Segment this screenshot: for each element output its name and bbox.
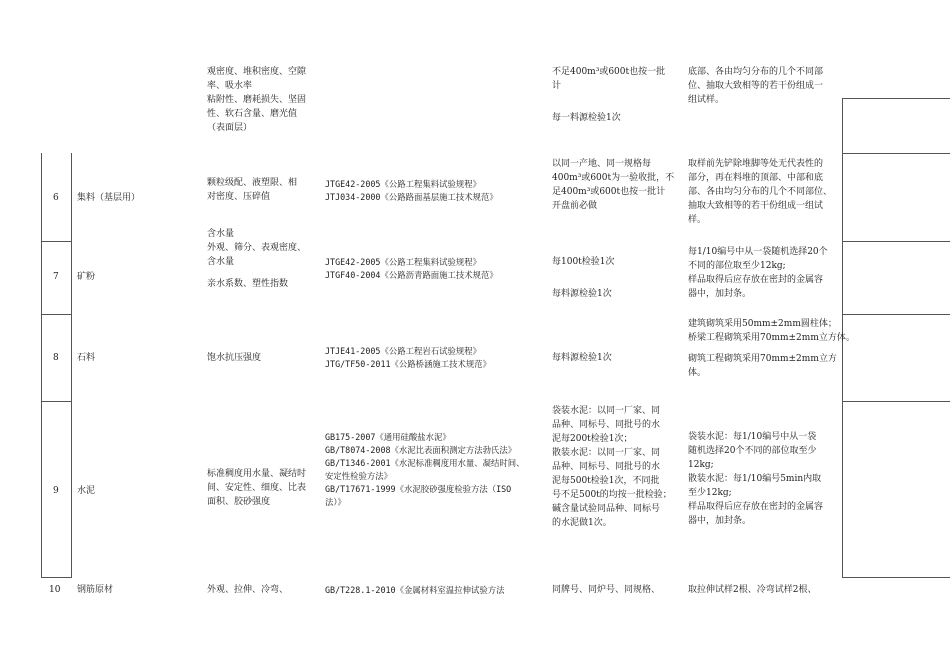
row-divider	[842, 401, 950, 402]
text-line: 不足400m³或600t也按一批	[552, 67, 666, 77]
text-line: 颗粒级配、液塑限、相	[207, 178, 298, 188]
column-divider-no	[71, 153, 72, 578]
material-name: 钢筋原材	[77, 585, 114, 595]
text-line: 散装水泥：每1/10编号5min内取	[688, 473, 822, 484]
text-line: 观密度、堆积密度、空隙	[207, 67, 307, 77]
cell-sampling-continued	[688, 66, 823, 108]
text-line: 组试样。	[688, 94, 725, 105]
text-line: JTG/TF50-2011《公路桥涵施工技术规范》	[325, 359, 492, 370]
cell-test-params	[207, 584, 288, 598]
cell-sampling	[688, 431, 823, 529]
text-line: 随机选择20个不同的部位取至少	[688, 445, 817, 456]
text-line: 标准稠度用水量、凝结时	[207, 469, 307, 479]
row-divider	[842, 314, 950, 315]
text-line: 以同一产地、同一规格每	[552, 159, 652, 169]
text-line: 样品取得后应存放在密封的金属容	[688, 274, 824, 285]
text-line: 足400m³或600t也按一批计	[552, 186, 666, 197]
cell-frequency	[552, 584, 660, 598]
text-line: GB/T17671-1999《水泥胶砂强度检验方法（ISO	[325, 484, 512, 495]
text-line: 取样前先铲除堆脚等处无代表性的	[688, 159, 824, 169]
text-line: 间、安定性、细度、比表	[207, 482, 307, 493]
text-line: 每100t检验1次	[552, 257, 615, 267]
material-name: 水泥	[77, 486, 96, 496]
text-line: JTJE41-2005《公路工程岩石试验规程》	[325, 346, 481, 356]
text-line: JTGE42-2005《公路工程集料试验规程》	[325, 179, 481, 189]
row-number: 8	[53, 353, 59, 363]
text-line: 同牌号、同炉号、同规格、	[552, 585, 661, 595]
text-line: 粘附性、磨耗损失、坚固	[207, 94, 307, 105]
row-number: 9	[53, 486, 59, 496]
material-name: 集料（基层用）	[77, 193, 141, 203]
text-line: 号不足500t的均按一批检验；	[552, 489, 672, 500]
text-line: 12kg;	[688, 459, 714, 470]
cell-test-params-continued	[207, 66, 306, 136]
row-divider	[842, 577, 950, 578]
text-line: JTJ034-2000《公路路面基层施工技术规范》	[325, 192, 498, 203]
cell-test-params	[207, 228, 306, 292]
cell-sampling	[688, 318, 855, 381]
text-line: 法）》	[325, 497, 346, 508]
cell-frequency	[552, 256, 615, 302]
text-line: 样品取得后应存放在密封的金属容	[688, 501, 824, 512]
cell-frequency-continued	[552, 66, 665, 126]
text-line: GB/T1346-2001《水泥标准稠度用水量、凝结时间、	[325, 458, 525, 469]
cell-sampling	[688, 246, 828, 302]
text-line: 含水量	[207, 229, 235, 239]
text-line: 性、软石含量、磨光值	[207, 108, 298, 119]
cell-standards	[325, 178, 498, 204]
cell-standards	[325, 345, 491, 371]
text-line: 外观、筛分、表观密度、	[207, 242, 307, 253]
text-line: 每料源检验1次	[552, 353, 612, 363]
text-line: 对密度、压碎值	[207, 191, 271, 202]
cell-standards	[325, 256, 498, 282]
text-line: 400m³或600t为一验收批，不	[552, 172, 675, 183]
text-line: 每一料源检验1次	[552, 112, 621, 123]
text-line: 位、抽取大致相等的若干份组成一	[688, 80, 824, 91]
row-divider	[41, 577, 72, 578]
text-line: JTGE42-2005《公路工程集料试验规程》	[325, 257, 481, 267]
text-line: 饱水抗压强度	[207, 353, 262, 363]
text-line: 桥梁工程砌筑采用70mm±2mm立方体。	[688, 332, 855, 343]
row-divider	[41, 401, 72, 402]
text-line: 亲水系数、塑性指数	[207, 278, 289, 289]
row-divider	[842, 241, 950, 242]
text-line: 的水泥做1次。	[552, 517, 612, 528]
cell-test-params	[207, 177, 297, 205]
text-line: 抽取大致相等的若干份组成一组试	[688, 200, 824, 211]
text-line: 建筑砌筑采用50mm±2mm圆柱体；	[688, 319, 837, 329]
material-name: 石料	[77, 353, 96, 363]
text-line: 不同的部位取至少12kg;	[688, 260, 786, 271]
text-line: 含水量	[207, 256, 235, 267]
row-divider	[41, 241, 72, 242]
material-name: 矿粉	[77, 272, 96, 282]
text-line: 袋装水泥：每1/10编号中从一袋	[688, 432, 817, 442]
text-line: 安定性检验方法》	[325, 471, 392, 482]
text-line: 泥每500t检验1次，不同批	[552, 475, 660, 486]
row-number: 10	[49, 585, 61, 595]
cell-standards	[325, 584, 504, 597]
text-line: 率、吸水率	[207, 80, 253, 91]
text-line: 取拉伸试样2根、冷弯试样2根、	[688, 585, 817, 595]
text-line: （表面层）	[207, 122, 253, 133]
text-line: 体。	[688, 367, 707, 378]
cell-test-params	[207, 352, 261, 366]
text-line: 底部、各由均匀分布的几个不同部	[688, 67, 824, 77]
text-line: 外观、拉伸、冷弯、	[207, 585, 289, 595]
text-line: 袋装水泥：以同一厂家、同	[552, 406, 661, 416]
text-line: 部分，再在料堆的顶部、中部和底	[688, 172, 824, 183]
row-divider	[842, 98, 950, 99]
text-line: 开盘前必做	[552, 200, 598, 211]
text-line: 砌筑工程砌筑采用70mm±2mm立方	[688, 353, 837, 364]
text-line: 计	[552, 80, 562, 91]
text-line: 散装水泥：以同一厂家、同	[552, 447, 661, 458]
text-line: 泥每200t检验1次；	[552, 433, 633, 444]
row-divider	[842, 153, 950, 154]
table-left-border	[41, 153, 42, 578]
cell-sampling	[688, 584, 816, 598]
text-line: 品种、同标号、同批号的水	[552, 419, 661, 430]
text-line: 部、各由均匀分布的几个不同部位、	[688, 186, 833, 197]
row-divider	[41, 314, 72, 315]
text-line: 面积、胶砂强度	[207, 496, 271, 507]
text-line: 每1/10编号中从一袋随机选择20个	[688, 247, 828, 257]
text-line: GB/T228.1-2010《金属材料室温拉伸试验方法	[325, 585, 505, 595]
cell-frequency	[552, 158, 674, 214]
text-line: JTGF40-2004《公路沥青路面施工技术规范》	[325, 270, 498, 281]
cell-standards	[325, 431, 525, 509]
row-number: 6	[53, 193, 59, 203]
cell-frequency	[552, 352, 612, 366]
cell-frequency	[552, 405, 672, 530]
text-line: 碱含量试验同品种、同标号	[552, 503, 661, 514]
text-line: GB175-2007《通用硅酸盐水泥》	[325, 432, 451, 442]
text-line: 每料源检验1次	[552, 288, 612, 299]
text-line: 至少12kg;	[688, 487, 732, 498]
cell-test-params	[207, 468, 306, 510]
cell-sampling	[688, 158, 832, 228]
text-line: 样。	[688, 214, 707, 225]
text-line: 器中，加封条。	[688, 288, 752, 299]
text-line: GB/T8074-2008《水泥比表面积测定方法勃氏法》	[325, 445, 517, 456]
row-number: 7	[53, 272, 59, 282]
text-line: 器中，加封条。	[688, 515, 752, 526]
text-line: 品种、同标号、同批号的水	[552, 461, 661, 472]
